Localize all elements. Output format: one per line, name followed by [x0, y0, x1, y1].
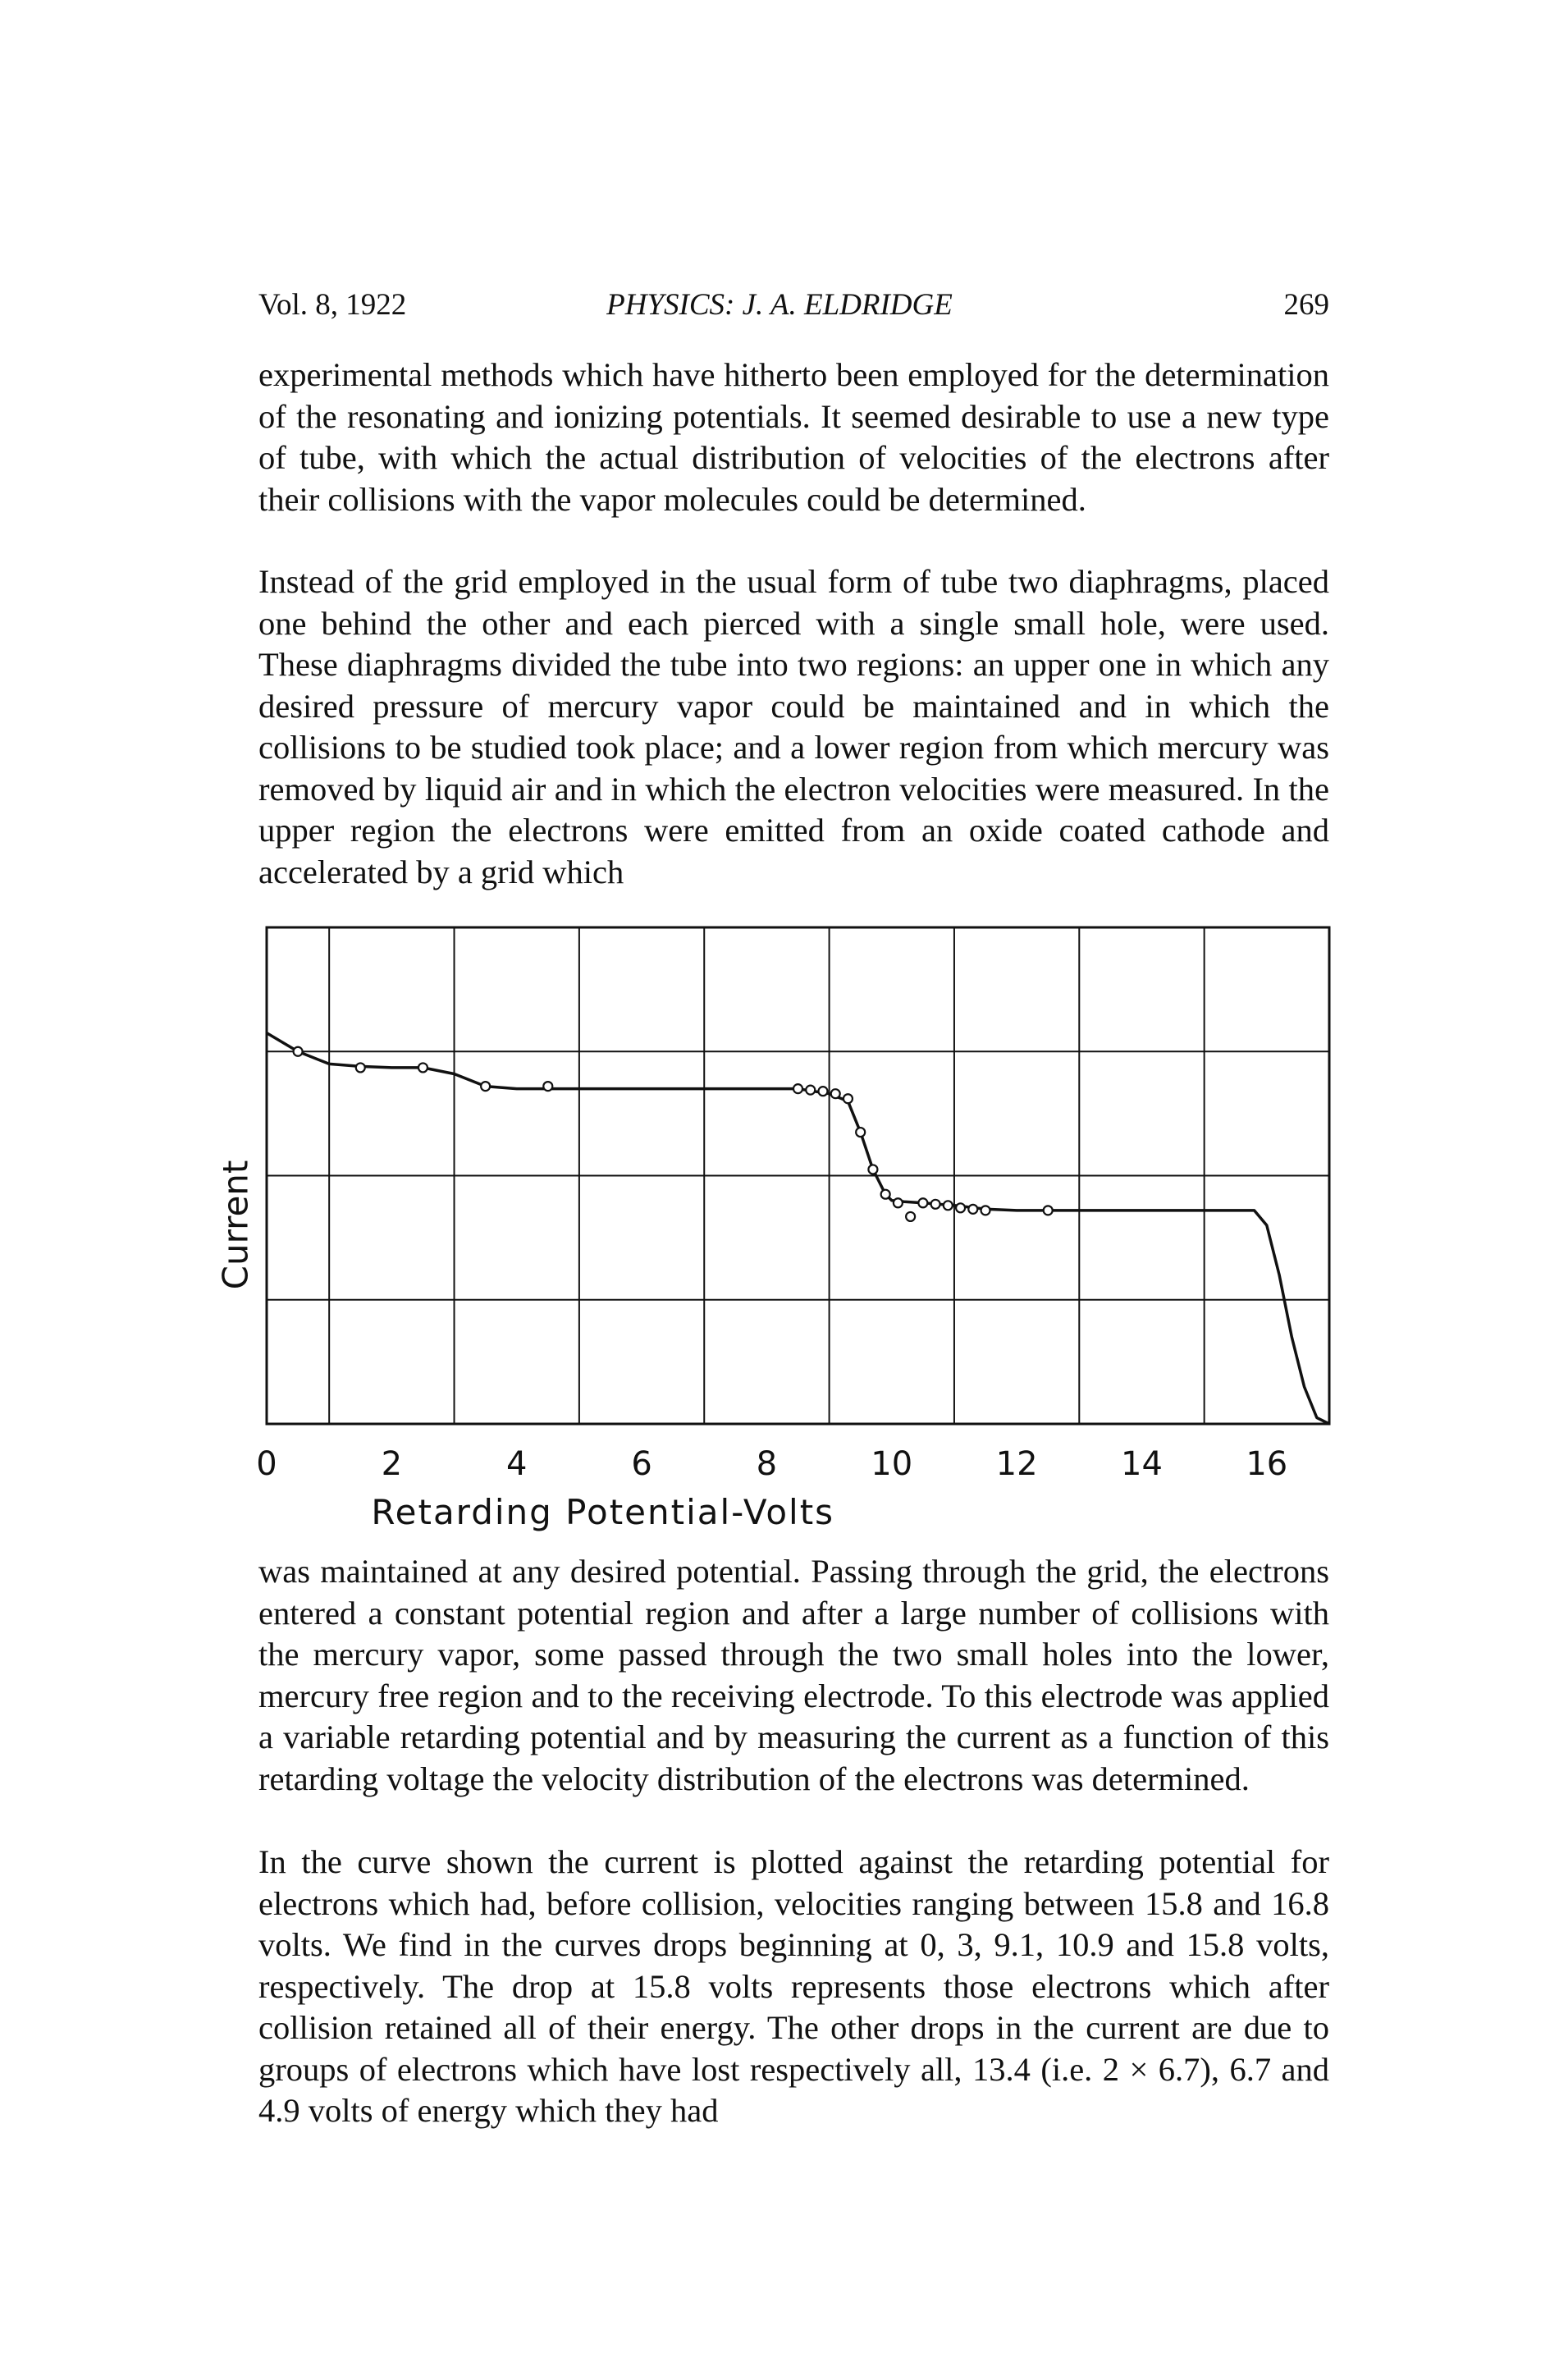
data-point: [918, 1198, 927, 1207]
data-point: [806, 1086, 815, 1095]
x-tick-label: 6: [631, 1445, 652, 1483]
y-axis-label: Current: [215, 1160, 256, 1290]
paragraph-3: was maintained at any desired potential. Passing through the grid, the electrons entered a constant potential region and after a large number of collisions with the mercury vapor, some passed through the two small holes into the lower, mercury free region and to the receiving electrode. To this electrode was applied a variable retarding potential and by measuring the current as a function of this retarding voltage the velocity distribution of the electrons was determined.: [258, 1553, 1329, 1797]
x-tick-label: 14: [1121, 1445, 1163, 1483]
page-number: 269: [1283, 288, 1329, 322]
data-point: [968, 1205, 977, 1214]
running-header: [0, 287, 1559, 328]
chart-points-layer: [294, 1047, 1053, 1221]
paragraph-1: experimental methods which have hitherto been employed for the determination of the resonating and ionizing potentials. It seemed desirable to use a new type of tube, with which the actual distribution of velocities of the electrons after their collisions with the vapor molecules could be determined.: [258, 356, 1329, 518]
data-point: [356, 1063, 365, 1072]
data-point: [894, 1198, 903, 1207]
data-point: [481, 1082, 490, 1091]
data-point: [418, 1063, 427, 1072]
chart-x-ticks: [256, 1445, 1287, 1483]
data-point: [944, 1201, 953, 1210]
data-point: [931, 1200, 940, 1209]
data-point: [856, 1128, 865, 1137]
x-tick-label: 10: [871, 1445, 913, 1483]
x-tick-label: 2: [381, 1445, 403, 1483]
data-point: [906, 1212, 915, 1221]
data-point: [294, 1047, 303, 1056]
data-point: [543, 1082, 552, 1091]
x-tick-label: 8: [756, 1445, 778, 1483]
x-tick-label: 4: [505, 1445, 528, 1483]
data-point: [818, 1087, 827, 1096]
figure-current-vs-retarding-potential: [215, 915, 1346, 1532]
data-point: [831, 1089, 840, 1098]
paragraph-2: Instead of the grid employed in the usual form of tube two diaphragms, placed one behind the other and each pierced with a single small hole, were used. These diaphragms divided the tube into two regions: an upper one in which any desired pressure of mercury vapor could be maintained and in which the collisions to be studied took place; and a lower region from which mercury was removed by liquid air and in which the electron velocities were measured. In the upper region the electrons were emitted from an oxide coated cathode and accelerated by a grid which: [258, 563, 1329, 890]
volume-label: Vol. 8, 1922: [258, 288, 407, 322]
data-point: [981, 1206, 990, 1215]
data-point: [956, 1203, 965, 1212]
running-title: PHYSICS: J. A. ELDRIDGE: [606, 288, 953, 322]
data-point: [881, 1190, 890, 1199]
data-point: [844, 1094, 853, 1103]
paragraph-4: In the curve shown the current is plotted against the retarding potential for electrons which had, before collision, velocities ranging between 15.8 and 16.8 volts. We find in the curves drops beginning at 0, 3, 9.1, 10.9 and 15.8 volts, respectively. The drop at 15.8 volts represents those electrons which after collision retained all of their energy. The other drops in the current are due to groups of electrons which have lost respectively all, 13.4 (i.e. 2 × 6.7), 6.7 and 4.9 volts of energy which they had: [258, 1843, 1329, 2129]
data-point: [1044, 1206, 1053, 1215]
chart-grid: [267, 927, 1329, 1424]
data-point: [868, 1165, 877, 1174]
x-axis-label: Retarding Potential-Volts: [371, 1492, 835, 1532]
x-tick-label: 0: [256, 1445, 277, 1483]
data-point: [793, 1084, 802, 1093]
chart-svg: [215, 915, 1346, 1532]
x-tick-label: 16: [1246, 1445, 1288, 1483]
x-tick-label: 12: [995, 1445, 1038, 1483]
